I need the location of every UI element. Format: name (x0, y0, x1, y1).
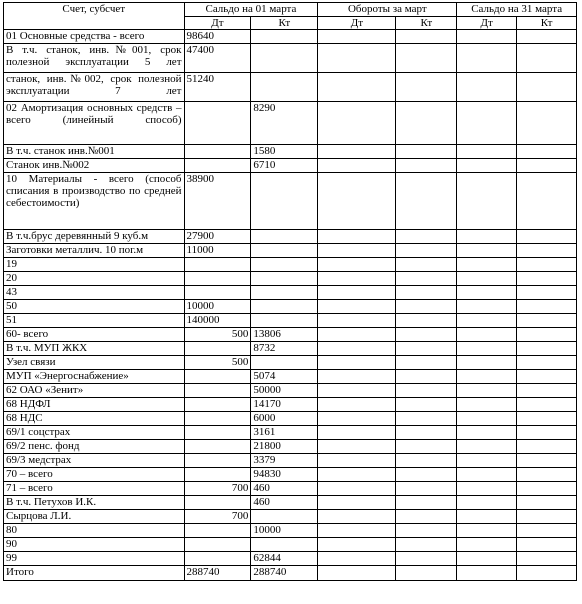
table-row (4, 468, 577, 482)
closing-dt-cell (457, 258, 517, 272)
closing-dt-cell (457, 356, 517, 370)
closing-dt-cell (457, 145, 517, 159)
table-row (4, 538, 577, 552)
opening-dt-cell (184, 272, 251, 286)
turnover-dt-cell (318, 412, 396, 426)
opening-kt-cell: 3379 (251, 454, 318, 468)
turnover-kt-cell (396, 426, 457, 440)
table-row (4, 454, 577, 468)
closing-kt-cell (517, 145, 577, 159)
turnover-dt-cell (318, 496, 396, 510)
closing-dt-cell (457, 300, 517, 314)
opening-dt-cell: 27900 (184, 230, 251, 244)
opening-kt-cell (251, 272, 318, 286)
account-label: 43 (4, 286, 185, 300)
header-opening-balance: Сальдо на 01 марта (184, 3, 318, 17)
turnover-kt-cell (396, 384, 457, 398)
turnover-dt-cell (318, 524, 396, 538)
opening-dt-cell: 700 (184, 510, 251, 524)
closing-dt-cell (457, 398, 517, 412)
turnover-dt-cell (318, 398, 396, 412)
account-label: 99 (4, 552, 185, 566)
closing-kt-cell (517, 173, 577, 230)
header-closing-balance: Сальдо на 31 марта (457, 3, 577, 17)
turnover-dt-cell (318, 328, 396, 342)
turnover-dt-cell (318, 102, 396, 145)
closing-dt-cell (457, 524, 517, 538)
turnover-dt-cell (318, 230, 396, 244)
turnover-kt-cell (396, 370, 457, 384)
closing-dt-cell (457, 468, 517, 482)
account-label: 80 (4, 524, 185, 538)
opening-dt-cell (184, 538, 251, 552)
closing-kt-cell (517, 524, 577, 538)
account-label: В т.ч. Петухов И.К. (4, 496, 185, 510)
table-row (4, 356, 577, 370)
table-row (4, 258, 577, 272)
turnover-kt-cell (396, 398, 457, 412)
opening-dt-cell (184, 426, 251, 440)
closing-kt-cell (517, 244, 577, 258)
account-label: МУП «Энергоснабжение» (4, 370, 185, 384)
turnover-dt-cell (318, 258, 396, 272)
opening-dt-cell: 38900 (184, 173, 251, 230)
header-turnover: Обороты за март (318, 3, 457, 17)
turnover-kt-cell (396, 328, 457, 342)
table-row (4, 384, 577, 398)
closing-kt-cell (517, 440, 577, 454)
closing-kt-cell (517, 73, 577, 102)
closing-kt-cell (517, 412, 577, 426)
opening-dt-cell: 51240 (184, 73, 251, 102)
table-row (4, 314, 577, 328)
turnover-kt-cell (396, 272, 457, 286)
opening-kt-cell: 21800 (251, 440, 318, 454)
turnover-dt-cell (318, 30, 396, 44)
closing-kt-cell (517, 552, 577, 566)
turnover-kt-cell (396, 30, 457, 44)
account-label: В т.ч.брус деревянный 9 куб.м (4, 230, 185, 244)
turnover-dt-cell (318, 159, 396, 173)
table-row (4, 328, 577, 342)
turnover-dt-cell (318, 73, 396, 102)
closing-dt-cell (457, 102, 517, 145)
table-row (4, 524, 577, 538)
closing-kt-cell (517, 30, 577, 44)
turnover-kt-cell (396, 173, 457, 230)
account-label: 69/2 пенс. фонд (4, 440, 185, 454)
turnover-dt-cell (318, 145, 396, 159)
closing-kt-cell (517, 356, 577, 370)
opening-dt-cell (184, 440, 251, 454)
turnover-dt-cell (318, 44, 396, 73)
opening-dt-cell (184, 286, 251, 300)
opening-dt-cell (184, 384, 251, 398)
header-account: Счет, субсчет (4, 3, 185, 30)
account-label: 70 – всего (4, 468, 185, 482)
balance-sheet-table (3, 2, 577, 581)
closing-kt-cell (517, 398, 577, 412)
opening-kt-cell: 14170 (251, 398, 318, 412)
turnover-kt-cell (396, 356, 457, 370)
opening-dt-cell (184, 159, 251, 173)
header-closing-dt: Дт (457, 17, 517, 30)
account-label: Станок инв.№002 (4, 159, 185, 173)
account-label: В т.ч. станок, инв.№001, срок полезной эксплуатации 5 лет (4, 44, 185, 73)
opening-kt-cell: 94830 (251, 468, 318, 482)
closing-dt-cell (457, 482, 517, 496)
opening-dt-cell (184, 145, 251, 159)
turnover-dt-cell (318, 272, 396, 286)
table-row (4, 272, 577, 286)
closing-kt-cell (517, 426, 577, 440)
opening-kt-cell: 1580 (251, 145, 318, 159)
closing-kt-cell (517, 300, 577, 314)
opening-dt-cell (184, 342, 251, 356)
total-row (4, 566, 577, 581)
opening-kt-cell: 460 (251, 482, 318, 496)
table-row (4, 244, 577, 258)
table-row (4, 286, 577, 300)
opening-kt-cell (251, 230, 318, 244)
closing-kt-cell (517, 44, 577, 73)
turnover-dt-cell (318, 342, 396, 356)
account-label: 69/3 медстрах (4, 454, 185, 468)
opening-dt-cell (184, 454, 251, 468)
turnover-kt-cell (396, 496, 457, 510)
closing-dt-cell (457, 342, 517, 356)
turnover-dt-cell (318, 356, 396, 370)
opening-kt-cell: 6710 (251, 159, 318, 173)
opening-dt-cell (184, 258, 251, 272)
account-label: 60- всего (4, 328, 185, 342)
opening-dt-cell: 47400 (184, 44, 251, 73)
turnover-dt-cell (318, 468, 396, 482)
opening-kt-cell: 50000 (251, 384, 318, 398)
closing-kt-cell (517, 342, 577, 356)
turnover-kt-cell (396, 159, 457, 173)
turnover-kt-cell (396, 468, 457, 482)
account-label: 20 (4, 272, 185, 286)
table-row (4, 482, 577, 496)
opening-dt-cell: 500 (184, 356, 251, 370)
account-label: Узел связи (4, 356, 185, 370)
turnover-kt-cell (396, 300, 457, 314)
header-opening-kt: Кт (251, 17, 318, 30)
opening-kt-cell (251, 173, 318, 230)
account-label: 19 (4, 258, 185, 272)
closing-dt-cell (457, 244, 517, 258)
opening-kt-cell: 460 (251, 496, 318, 510)
opening-kt-cell: 5074 (251, 370, 318, 384)
account-label: 50 (4, 300, 185, 314)
account-label: 69/1 соцстрах (4, 426, 185, 440)
header-turnover-kt: Кт (396, 17, 457, 30)
closing-kt-cell (517, 286, 577, 300)
table-row (4, 510, 577, 524)
opening-dt-cell: 500 (184, 328, 251, 342)
closing-dt-cell (457, 328, 517, 342)
opening-kt-cell (251, 314, 318, 328)
opening-dt-cell (184, 496, 251, 510)
opening-dt-cell: 11000 (184, 244, 251, 258)
opening-kt-cell (251, 73, 318, 102)
opening-kt-cell (251, 300, 318, 314)
turnover-kt-cell (396, 286, 457, 300)
header-closing-kt: Кт (517, 17, 577, 30)
turnover-kt-cell (396, 102, 457, 145)
turnover-kt-cell (396, 524, 457, 538)
closing-dt-cell (457, 440, 517, 454)
account-label: 90 (4, 538, 185, 552)
closing-dt-cell (457, 426, 517, 440)
turnover-kt-cell (396, 230, 457, 244)
turnover-kt-cell (396, 342, 457, 356)
opening-kt-cell: 288740 (251, 566, 318, 581)
closing-dt-cell (457, 552, 517, 566)
closing-kt-cell (517, 454, 577, 468)
closing-dt-cell (457, 538, 517, 552)
opening-kt-cell: 13806 (251, 328, 318, 342)
closing-kt-cell (517, 328, 577, 342)
closing-kt-cell (517, 538, 577, 552)
account-label: Итого (4, 566, 185, 581)
turnover-dt-cell (318, 314, 396, 328)
opening-dt-cell: 700 (184, 482, 251, 496)
opening-kt-cell: 3161 (251, 426, 318, 440)
account-label: станок, инв.№002, срок полезной эксплуатации 7 лет (4, 73, 185, 102)
opening-dt-cell (184, 370, 251, 384)
opening-kt-cell (251, 538, 318, 552)
closing-dt-cell (457, 412, 517, 426)
opening-kt-cell (251, 510, 318, 524)
turnover-kt-cell (396, 314, 457, 328)
closing-kt-cell (517, 496, 577, 510)
account-label: 01 Основные средства - всего (4, 30, 185, 44)
table-row (4, 552, 577, 566)
table-row (4, 145, 577, 159)
turnover-dt-cell (318, 300, 396, 314)
closing-kt-cell (517, 468, 577, 482)
table-body (4, 30, 577, 581)
header-opening-dt: Дт (184, 17, 251, 30)
account-label: 02 Амортизация основных средств – всего (линейный способ) (4, 102, 185, 145)
table-row (4, 173, 577, 230)
turnover-kt-cell (396, 145, 457, 159)
closing-kt-cell (517, 482, 577, 496)
closing-dt-cell (457, 510, 517, 524)
closing-dt-cell (457, 30, 517, 44)
turnover-dt-cell (318, 482, 396, 496)
table-row (4, 159, 577, 173)
closing-dt-cell (457, 159, 517, 173)
closing-kt-cell (517, 230, 577, 244)
table-row (4, 412, 577, 426)
table-row (4, 342, 577, 356)
turnover-kt-cell (396, 244, 457, 258)
closing-kt-cell (517, 370, 577, 384)
opening-kt-cell (251, 44, 318, 73)
closing-kt-cell (517, 159, 577, 173)
opening-dt-cell: 98640 (184, 30, 251, 44)
closing-kt-cell (517, 258, 577, 272)
closing-dt-cell (457, 173, 517, 230)
turnover-kt-cell (396, 454, 457, 468)
opening-kt-cell (251, 286, 318, 300)
opening-kt-cell: 8732 (251, 342, 318, 356)
opening-kt-cell (251, 258, 318, 272)
turnover-kt-cell (396, 552, 457, 566)
opening-dt-cell: 288740 (184, 566, 251, 581)
turnover-kt-cell (396, 538, 457, 552)
table-row (4, 496, 577, 510)
opening-kt-cell (251, 30, 318, 44)
header-turnover-dt: Дт (318, 17, 396, 30)
opening-kt-cell (251, 356, 318, 370)
turnover-dt-cell (318, 538, 396, 552)
turnover-kt-cell (396, 482, 457, 496)
turnover-dt-cell (318, 454, 396, 468)
turnover-kt-cell (396, 440, 457, 454)
turnover-kt-cell (396, 510, 457, 524)
table-row (4, 73, 577, 102)
closing-dt-cell (457, 230, 517, 244)
closing-dt-cell (457, 286, 517, 300)
turnover-dt-cell (318, 173, 396, 230)
closing-kt-cell (517, 566, 577, 581)
closing-kt-cell (517, 384, 577, 398)
account-label: Заготовки металлич. 10 пог.м (4, 244, 185, 258)
table-row (4, 398, 577, 412)
opening-dt-cell (184, 468, 251, 482)
turnover-dt-cell (318, 384, 396, 398)
closing-dt-cell (457, 384, 517, 398)
table-row (4, 230, 577, 244)
turnover-dt-cell (318, 286, 396, 300)
account-label: Сырцова Л.И. (4, 510, 185, 524)
opening-dt-cell: 140000 (184, 314, 251, 328)
table-row (4, 30, 577, 44)
turnover-dt-cell (318, 370, 396, 384)
table-row (4, 426, 577, 440)
closing-dt-cell (457, 314, 517, 328)
table-row (4, 370, 577, 384)
opening-dt-cell (184, 412, 251, 426)
closing-kt-cell (517, 102, 577, 145)
opening-dt-cell: 10000 (184, 300, 251, 314)
closing-kt-cell (517, 314, 577, 328)
table-row (4, 44, 577, 73)
opening-dt-cell (184, 552, 251, 566)
opening-dt-cell (184, 524, 251, 538)
account-label: 51 (4, 314, 185, 328)
opening-kt-cell: 8290 (251, 102, 318, 145)
table-row (4, 102, 577, 145)
account-label: В т.ч. МУП ЖКХ (4, 342, 185, 356)
opening-dt-cell (184, 398, 251, 412)
account-label: 10 Материалы - всего (способ списания в производство по средней себестоимости) (4, 173, 185, 230)
opening-kt-cell (251, 244, 318, 258)
closing-kt-cell (517, 272, 577, 286)
opening-dt-cell (184, 102, 251, 145)
turnover-dt-cell (318, 244, 396, 258)
closing-dt-cell (457, 454, 517, 468)
account-label: 71 – всего (4, 482, 185, 496)
turnover-kt-cell (396, 44, 457, 73)
turnover-dt-cell (318, 510, 396, 524)
turnover-kt-cell (396, 73, 457, 102)
opening-kt-cell: 62844 (251, 552, 318, 566)
account-label: В т.ч. станок инв.№001 (4, 145, 185, 159)
opening-kt-cell: 6000 (251, 412, 318, 426)
account-label: 62 ОАО «Зенит» (4, 384, 185, 398)
closing-dt-cell (457, 73, 517, 102)
closing-dt-cell (457, 44, 517, 73)
turnover-kt-cell (396, 258, 457, 272)
turnover-dt-cell (318, 426, 396, 440)
account-label: 68 НДФЛ (4, 398, 185, 412)
closing-kt-cell (517, 510, 577, 524)
turnover-kt-cell (396, 412, 457, 426)
turnover-dt-cell (318, 566, 396, 581)
table-row (4, 300, 577, 314)
opening-kt-cell: 10000 (251, 524, 318, 538)
turnover-kt-cell (396, 566, 457, 581)
closing-dt-cell (457, 272, 517, 286)
turnover-dt-cell (318, 440, 396, 454)
table-row (4, 440, 577, 454)
account-label: 68 НДС (4, 412, 185, 426)
closing-dt-cell (457, 566, 517, 581)
turnover-dt-cell (318, 552, 396, 566)
closing-dt-cell (457, 370, 517, 384)
closing-dt-cell (457, 496, 517, 510)
